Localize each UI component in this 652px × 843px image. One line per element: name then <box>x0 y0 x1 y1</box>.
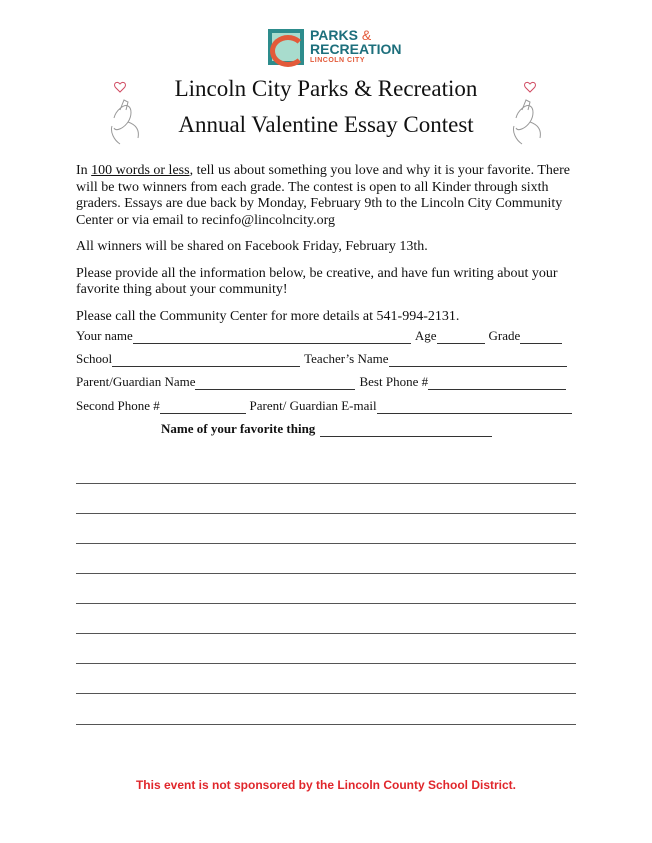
disclaimer: This event is not sponsored by the Lincoln County School District. <box>135 778 517 792</box>
row-school <box>76 351 576 367</box>
label-second-phone: Second Phone # <box>76 398 160 413</box>
age-field[interactable] <box>437 331 485 344</box>
second-phone-field[interactable] <box>160 401 246 414</box>
essay-line[interactable] <box>76 603 576 604</box>
contact-paragraph: Please call the Community Center for more details at 541-994-2131. <box>76 308 460 324</box>
school-field[interactable] <box>112 354 300 367</box>
row-favorite <box>161 421 652 437</box>
label-your-name: Your name <box>76 328 133 343</box>
word-limit: 100 words or less <box>91 163 190 178</box>
instructions <box>76 163 578 335</box>
octopus-logo-icon <box>268 29 304 65</box>
label-teacher: Teacher’s Name <box>304 351 389 366</box>
label-parent-email: Parent/ Guardian E-mail <box>249 398 377 413</box>
grade-field[interactable] <box>520 331 562 344</box>
essay-line[interactable] <box>76 543 576 544</box>
row-name <box>76 328 576 344</box>
essay-line[interactable] <box>76 633 576 634</box>
label-parent-name: Parent/Guardian Name <box>76 374 196 389</box>
teacher-field[interactable] <box>389 354 567 367</box>
essay-line[interactable] <box>76 573 576 574</box>
essay-line[interactable] <box>76 483 576 484</box>
row-contact <box>76 398 576 414</box>
label-best-phone: Best Phone # <box>359 374 429 389</box>
parent-email-field[interactable] <box>377 401 572 414</box>
logo-amp: & <box>361 27 372 43</box>
essay-line[interactable] <box>76 724 576 725</box>
logo-recreation: RECREATION <box>310 41 402 57</box>
intro-paragraph <box>76 163 578 229</box>
label-age: Age <box>414 328 437 343</box>
best-phone-field[interactable] <box>428 377 566 390</box>
label-grade: Grade <box>488 328 521 343</box>
essay-line[interactable] <box>76 663 576 664</box>
parent-name-field[interactable] <box>195 377 355 390</box>
logo-parks: PARKS <box>310 27 358 43</box>
label-favorite-thing: Name of your favorite thing <box>161 421 316 436</box>
your-name-field[interactable] <box>133 331 411 344</box>
essay-line[interactable] <box>76 693 576 694</box>
title-contest: Annual Valentine Essay Contest <box>178 112 474 137</box>
logo-city: LINCOLN CITY <box>310 57 365 64</box>
winners-paragraph: All winners will be shared on Facebook Friday, February 13th. <box>76 239 428 254</box>
intro-prefix: In <box>76 163 92 178</box>
info-paragraph: Please provide all the information below, be creative, and have fun writing about your favorite thing about your community! <box>76 265 558 297</box>
favorite-thing-field[interactable] <box>320 424 492 437</box>
intro-rest: , tell us about something you love and why it is your favorite. There will be two winners from each grade. The contest is open to all Kinder through sixth graders. Essays are due back by Monday, February 9th to the Lincoln City Community Center or via email to recinfo@lincolncity.org <box>76 163 570 228</box>
title-org: Lincoln City Parks & Recreation <box>174 76 478 101</box>
label-school: School <box>76 351 113 366</box>
parks-logo <box>268 28 402 65</box>
essay-line[interactable] <box>76 513 576 514</box>
row-parent <box>76 374 576 390</box>
